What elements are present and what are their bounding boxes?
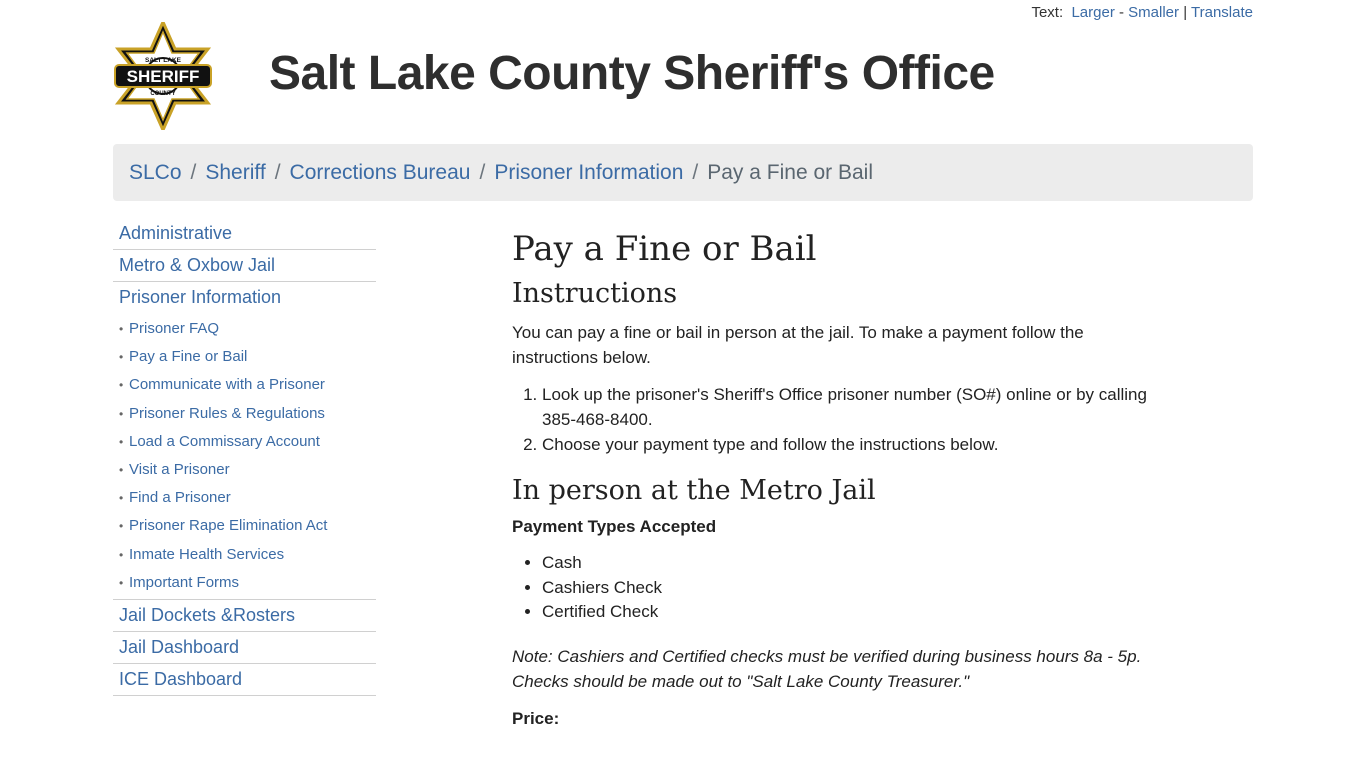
sidebar-sublist	[113, 313, 376, 600]
breadcrumb-sheriff[interactable]: Sheriff	[205, 160, 266, 184]
sidebar-subitem-health[interactable]: Inmate Health Services	[129, 545, 285, 563]
sidebar-item-administrative[interactable]: Administrative	[113, 218, 376, 250]
payment-type-item: • Cash	[542, 551, 1152, 576]
breadcrumb	[113, 144, 1253, 201]
bullet-icon: •	[119, 491, 124, 506]
sidebar-item-metro-oxbow-jail[interactable]: Metro & Oxbow Jail	[113, 250, 376, 282]
logo-top-text: SALT LAKE	[145, 57, 181, 64]
bullet-icon: •	[119, 434, 124, 449]
check-note-line-1: Note: Cashiers and Certified checks must be verified during business hours 8a - 5p.	[512, 646, 1142, 666]
breadcrumb-separator: /	[479, 160, 486, 184]
sidebar-subitem	[119, 400, 376, 428]
translate-link[interactable]: Translate	[1191, 4, 1253, 21]
page-title: Pay a Fine or Bail	[512, 229, 817, 269]
breadcrumb-current: Pay a Fine or Bail	[707, 160, 873, 184]
price-label: Price:	[512, 708, 560, 728]
sheriff-badge-logo[interactable]	[113, 22, 213, 130]
logo-bottom-text: COUNTY	[150, 91, 176, 97]
sidebar-subitem	[119, 371, 376, 399]
text-larger-link[interactable]: Larger	[1071, 4, 1115, 21]
bullet-icon: •	[119, 463, 124, 478]
site-title: Salt Lake County Sheriff's Office	[269, 47, 995, 100]
text-smaller-link[interactable]: Smaller	[1128, 4, 1180, 21]
sidebar-item-jail-dockets[interactable]: Jail Dockets &Rosters	[113, 600, 376, 632]
sidebar-subitem	[119, 512, 376, 540]
metro-jail-heading: In person at the Metro Jail	[512, 475, 876, 506]
sidebar-subitem-commissary[interactable]: Load a Commissary Account	[129, 432, 320, 450]
text-tools-pipe: |	[1183, 4, 1188, 21]
sidebar-subitem	[119, 569, 376, 597]
sidebar-subitem	[119, 484, 376, 512]
sidebar-item-jail-dashboard[interactable]: Jail Dashboard	[113, 632, 376, 664]
sidebar-subitem	[119, 428, 376, 456]
sidebar-subitem-forms[interactable]: Important Forms	[129, 573, 240, 591]
payment-type-item: • Certified Check	[542, 600, 1152, 625]
sidebar-subitem	[119, 315, 376, 343]
bullet-icon: •	[119, 406, 124, 421]
instructions-heading: Instructions	[512, 278, 678, 309]
logo-main-text: SHERIFF	[126, 67, 200, 86]
sidebar-subitem-visit[interactable]: Visit a Prisoner	[129, 461, 230, 479]
intro-paragraph: You can pay a fine or bail in person at the jail. To make a payment follow the instructions below.	[512, 323, 1084, 367]
bullet-icon: •	[119, 519, 124, 534]
bullet-icon: •	[119, 547, 124, 562]
payment-types-list	[542, 551, 1152, 625]
check-note-line-2: Checks should be made out to "Salt Lake County Treasurer."	[512, 671, 970, 691]
breadcrumb-prisoner-information[interactable]: Prisoner Information	[494, 160, 684, 184]
bullet-icon: •	[119, 322, 124, 336]
bullet-icon: •	[119, 350, 124, 365]
breadcrumb-separator: /	[190, 160, 197, 184]
sidebar-item-prisoner-information[interactable]: Prisoner Information	[119, 287, 282, 307]
text-size-tools	[1031, 4, 1253, 21]
sidebar-subitem-find[interactable]: Find a Prisoner	[129, 489, 231, 507]
text-tools-dash: -	[1119, 4, 1124, 21]
breadcrumb-corrections-bureau[interactable]: Corrections Bureau	[289, 160, 471, 184]
step-item: 1. Look up the prisoner's Sheriff's Office prisoner number (SO#) online or by calling 385-468-8400.	[542, 382, 1152, 432]
sidebar-subitem	[119, 456, 376, 484]
check-note	[512, 644, 1152, 694]
payment-type-item: • Cashiers Check	[542, 576, 1152, 601]
bullet-icon: •	[119, 575, 124, 590]
steps-list	[542, 382, 1152, 457]
bullet-icon: •	[119, 378, 124, 393]
main-content	[512, 226, 1152, 729]
step-item: 2. Choose your payment type and follow the instructions below.	[542, 432, 1152, 457]
breadcrumb-separator: /	[692, 160, 699, 184]
sidebar-subitem-prea[interactable]: Prisoner Rape Elimination Act	[129, 517, 328, 535]
sidebar-subitem-communicate[interactable]: Communicate with a Prisoner	[129, 376, 325, 394]
payment-types-label: Payment Types Accepted	[512, 517, 717, 536]
sidebar-subitem-rules[interactable]: Prisoner Rules & Regulations	[129, 404, 325, 422]
breadcrumb-slco[interactable]: SLCo	[129, 160, 182, 184]
sidebar-subitem-pay-fine-bail[interactable]: Pay a Fine or Bail	[129, 348, 248, 366]
text-size-label: Text:	[1031, 4, 1064, 21]
breadcrumb-separator: /	[274, 160, 281, 184]
sidebar-nav	[113, 218, 376, 696]
sidebar-subitem	[119, 343, 376, 371]
sidebar-subitem	[119, 541, 376, 569]
sidebar-subitem-prisoner-faq[interactable]: Prisoner FAQ	[129, 320, 220, 337]
sidebar-item-ice-dashboard[interactable]: ICE Dashboard	[113, 664, 376, 696]
